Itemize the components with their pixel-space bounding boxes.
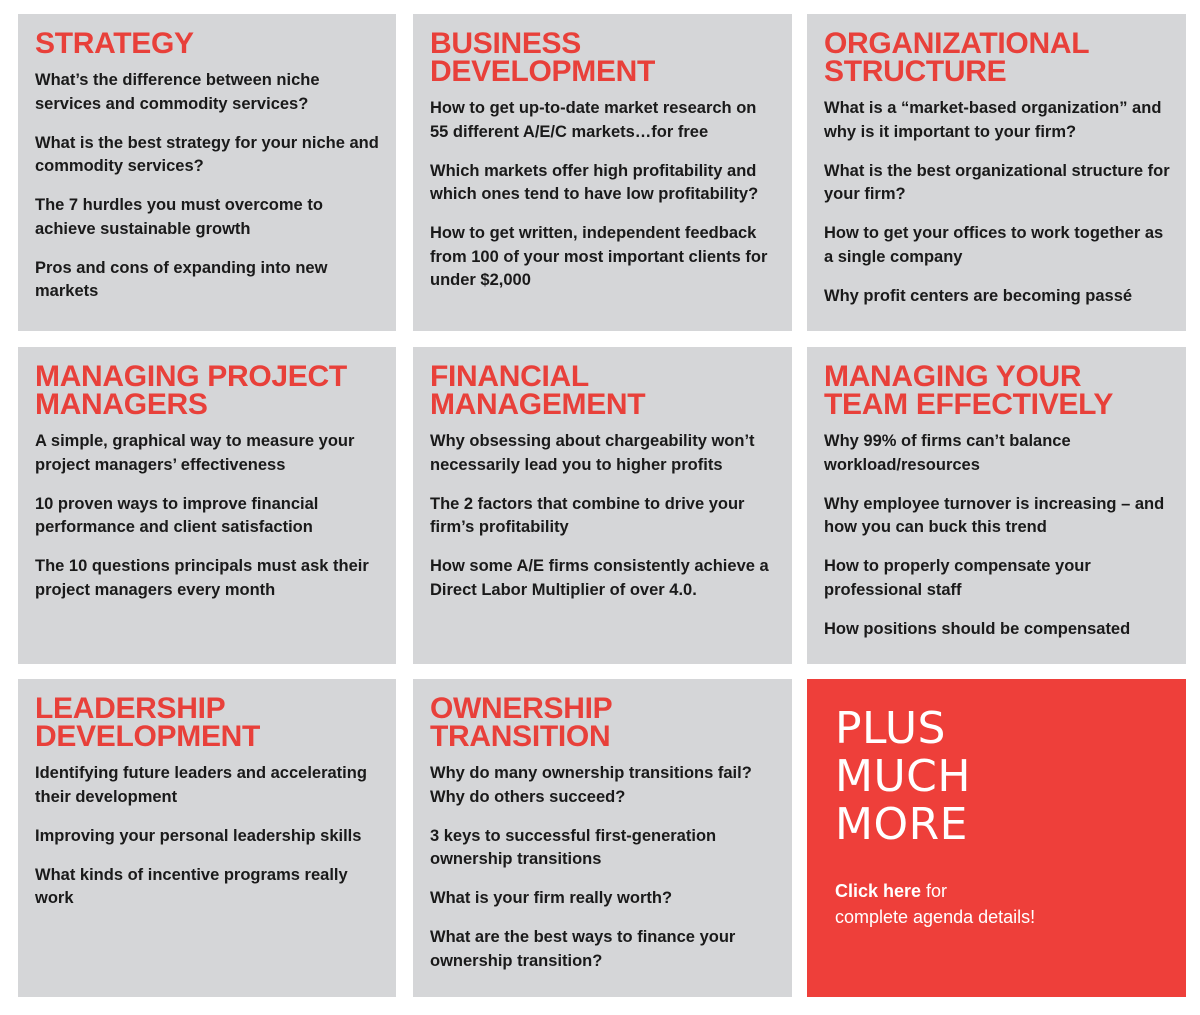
list-item: Which markets offer high profitability and which ones tend to have low profitability? [430, 161, 759, 203]
card-title: LEADERSHIP DEVELOPMENT [35, 692, 261, 753]
list-item: Identifying future leaders and accelerating their development [35, 764, 367, 806]
plus-much-more-heading [835, 705, 1186, 849]
list-item: What is the best strategy for your niche and commodity services? [35, 133, 379, 175]
agenda-cta [835, 878, 1186, 930]
list-item: How to get written, independent feedback from 100 of your most important clients for under $2,000 [430, 224, 768, 289]
topic-list [824, 430, 1170, 641]
card-business-development [413, 14, 792, 331]
list-item: Why do many ownership transitions fail? Why do others succeed? [430, 764, 752, 806]
topic-list [35, 762, 380, 911]
topic-list [430, 430, 776, 602]
list-item: Pros and cons of expanding into new markets [35, 258, 328, 300]
list-item: What’s the difference between niche services and commodity services? [35, 71, 320, 113]
list-item: How to get up-to-date market research on 55 different A/E/C markets…for free [430, 99, 757, 141]
list-item: The 10 questions principals must ask their project managers every month [35, 557, 369, 599]
list-item: A simple, graphical way to measure your project managers’ effectiveness [35, 432, 355, 474]
card-title: ORGANIZATIONAL STRUCTURE [824, 27, 1089, 88]
list-item: How to get your offices to work together as a single company [824, 224, 1164, 266]
list-item: 3 keys to successful first-generation ownership transitions [430, 826, 717, 868]
list-item: 10 proven ways to improve financial performance and client satisfaction [35, 494, 319, 536]
card-title: MANAGING PROJECT MANAGERS [35, 360, 347, 421]
click-here-link[interactable]: Click here [835, 881, 922, 901]
card-strategy [18, 14, 396, 331]
card-financial-management [413, 347, 792, 664]
list-item: Why 99% of firms can’t balance workload/resources [824, 432, 1071, 474]
list-item: How positions should be compensated [824, 619, 1131, 638]
list-item: The 7 hurdles you must overcome to achieve sustainable growth [35, 196, 323, 238]
topic-list [430, 97, 776, 293]
card-title: STRATEGY [35, 27, 194, 60]
cta-text: complete agenda details! [835, 907, 1036, 927]
list-item: The 2 factors that combine to drive your firm’s profitability [430, 494, 745, 536]
list-item: How some A/E firms consistently achieve a Direct Labor Multiplier of over 4.0. [430, 557, 769, 599]
card-managing-your-team [807, 347, 1186, 664]
heading-line: PLUS [835, 703, 946, 754]
list-item: Why obsessing about chargeability won’t necessarily lead you to higher profits [430, 432, 755, 474]
card-title: MANAGING YOUR TEAM EFFECTIVELY [824, 360, 1114, 421]
list-item: Improving your personal leadership skills [35, 826, 362, 845]
topic-list [35, 430, 380, 602]
cta-text: for [921, 881, 948, 901]
list-item: What kinds of incentive programs really work [35, 865, 348, 907]
heading-line: MORE [835, 799, 968, 850]
topic-list [430, 762, 776, 973]
card-managing-project-managers [18, 347, 396, 664]
list-item: Why profit centers are becoming passé [824, 286, 1133, 305]
list-item: What are the best ways to finance your ownership transition? [430, 928, 736, 970]
heading-line: MUCH [835, 751, 971, 802]
topic-list [35, 69, 380, 304]
list-item: What is a “market-based organization” and why is it important to your firm? [824, 99, 1162, 141]
card-ownership-transition [413, 679, 792, 997]
list-item: How to properly compensate your professional staff [824, 557, 1091, 599]
card-leadership-development [18, 679, 396, 997]
list-item: What is your firm really worth? [430, 889, 673, 907]
list-item: What is the best organizational structure for your firm? [824, 161, 1170, 203]
plus-much-more-card[interactable] [807, 679, 1186, 997]
list-item: Why employee turnover is increasing – and how you can buck this trend [824, 494, 1165, 536]
card-title: BUSINESS DEVELOPMENT [430, 27, 656, 88]
topic-list [824, 97, 1170, 308]
card-title: FINANCIAL MANAGEMENT [430, 360, 646, 421]
card-organizational-structure [807, 14, 1186, 331]
card-title: OWNERSHIP TRANSITION [430, 692, 612, 753]
